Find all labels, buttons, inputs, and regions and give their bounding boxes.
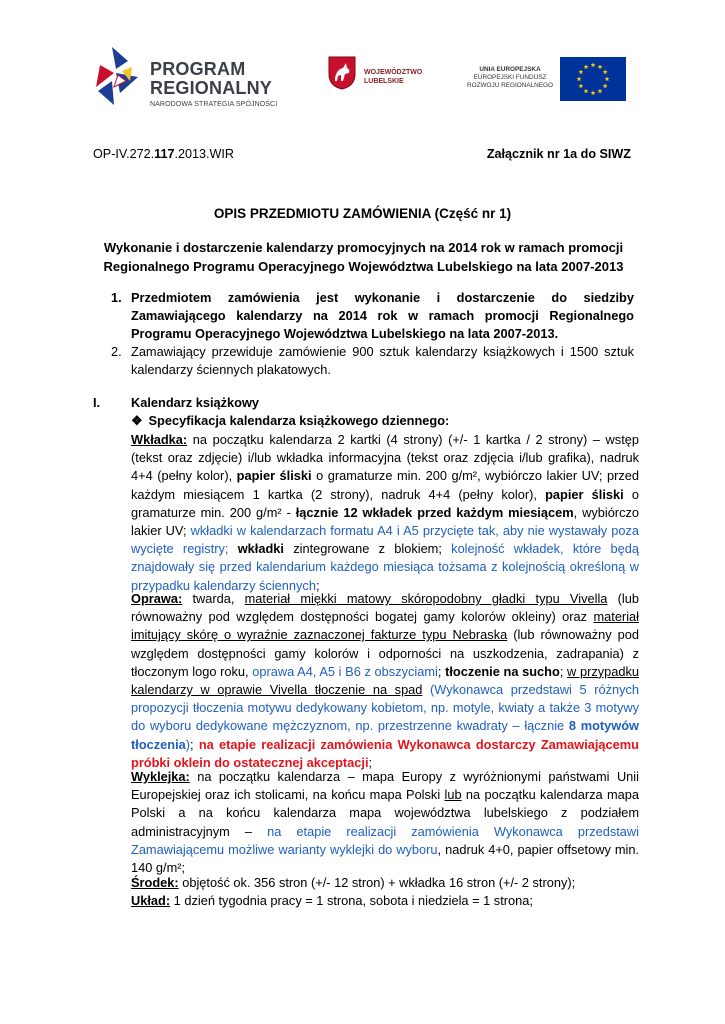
eu-flag-icon	[560, 57, 626, 101]
item-2-number: 2.	[111, 344, 122, 359]
text-run-underline: w przypadku kalendarzy w oprawie Vivella tłoczenie na spad	[131, 663, 639, 698]
program-regionalny-title	[150, 60, 272, 98]
text-run-blue: oprawa A4, A5 i B6 z obszyciami	[252, 663, 438, 679]
text-run: ;	[437, 663, 446, 679]
wyklejka-label: Wyklejka:	[131, 769, 190, 784]
section-number: I.	[93, 395, 101, 410]
wkladka-label: Wkładka:	[131, 432, 188, 447]
program-line: PROGRAM	[150, 59, 246, 79]
text-run: 1 dzień tygodnia pracy = 1 strona, sobota i niedziela = 1 strona;	[170, 893, 533, 908]
attachment-label: Załącznik nr 1a do SIWZ	[486, 147, 631, 161]
srodek-paragraph	[131, 874, 639, 892]
item-1-number: 1.	[111, 290, 122, 305]
regionalny-line: REGIONALNY	[150, 78, 273, 98]
text-run: o gramaturze min. 200 g/m², wybiórczo lakier UV; przed każdym miesiącem 1 kartka (2 strony), nadruk 4+4 (pełny kolor),	[131, 468, 639, 502]
text-run-blue-bold: 8 motywów tłoczenia	[131, 718, 639, 752]
text-run: , nadruk 4+0, papier offsetowy min. 140 g/m²;	[131, 841, 639, 876]
page-title: OPIS PRZEDMIOTU ZAMÓWIENIA (Część nr 1)	[213, 206, 512, 221]
text-run	[422, 682, 430, 697]
text-run: objętość ok. 356 stron (+/- 12 stron) + wkładka 16 stron (+/- 2 strony);	[178, 875, 576, 890]
text-run-underline: materiał miękki matowy skóropodobny gładki typu Vivella	[244, 591, 608, 606]
text-run: (lub równoważny pod względem dostępności bogatej gamy kolorów okleiny) oraz	[131, 591, 639, 625]
text-run	[228, 541, 237, 556]
section-title: Kalendarz książkowy	[131, 395, 260, 410]
item-1-text: Przedmiotem zamówienia jest wykonanie i dostarczenie do siedziby Zamawiającego kalendarzy na 2014 rok w ramach promocji Regionalnego Programu Operacyjnego Województwa Lubelskiego na lata 2007-2013.	[131, 290, 634, 342]
document-reference	[93, 147, 234, 161]
oprawa-paragraph	[131, 590, 639, 772]
eu-line-1: UNIA EUROPEJSKA	[479, 66, 541, 73]
eu-line-3: ROZWOJU REGIONALNEGO	[467, 82, 553, 89]
text-run-underline: materiał imitujący skórę o wyraźnie zaznaczonej fakturze typu Nebraska	[131, 609, 639, 643]
text-run: o gramaturze min. 200 g/m² -	[131, 486, 639, 520]
diamond-bullet-icon: ❖	[131, 413, 143, 428]
text-run-bold: wkładki	[237, 541, 284, 557]
text-run-bold: papier śliski	[236, 468, 312, 484]
eu-line-2: EUROPEJSKI FUNDUSZ	[473, 74, 547, 81]
lubelskie-text	[364, 68, 422, 86]
uklad-label: Układ:	[131, 893, 171, 908]
oprawa-label: Oprawa:	[131, 591, 183, 606]
text-run-bold: papier śliski	[545, 486, 624, 502]
ref-prefix: OP-IV.272.	[93, 147, 155, 161]
text-run-bold: łącznie 12 wkładek przed każdym miesiącem	[295, 504, 574, 520]
srodek-label: Środek:	[131, 875, 179, 890]
text-run: , wybiórczo lakier UV;	[131, 504, 639, 539]
lubelskie-shield-icon	[328, 56, 356, 90]
text-run-underline: lub	[444, 787, 462, 803]
program-regionalny-logo	[92, 47, 307, 109]
text-run: ;	[368, 754, 373, 770]
item-2-text: Zamawiający przewiduje zamówienie 900 sztuk kalendarzy książkowych i 1500 sztuk kalendarzy ściennych plakatowych.	[131, 344, 634, 378]
wyklejka-paragraph	[131, 768, 639, 877]
text-run-blue: )	[185, 736, 191, 752]
page-subtitle: Wykonanie i dostarczenie kalendarzy promocyjnych na 2014 rok w ramach promocji Regionalnego Programu Operacyjnego Województwa Lubelskiego na lata 2007-2013	[103, 240, 624, 274]
text-run: ;	[559, 663, 568, 679]
text-run: twarda,	[182, 591, 245, 606]
ref-number: 117	[154, 147, 175, 161]
text-run-blue: (Wykonawca przedstawi 5 różnych propozycji tłoczenia motywu dedykowany kobietom, np. motyle, kwiaty a także 3 motywy do wyboru dedykowane mężczyznom, np. przestrzenne kwadraty – łącznie	[131, 682, 639, 734]
wkladka-paragraph	[131, 431, 639, 595]
ref-suffix: .2013.WIR	[174, 147, 234, 161]
text-run-bold: tłoczenie na sucho	[445, 663, 560, 679]
text-run: na początku kalendarza – mapa Europy z wyróżnionymi państwami Unii Europejskiej oraz ich stolicami, na końcu mapa Polski	[131, 769, 639, 803]
text-run: ;	[315, 577, 320, 593]
region-line-2: LUBELSKIE	[364, 78, 404, 85]
text-run-red: na etapie realizacji zamówienia Wykonawca dostarczy Zamawiającemu próbki oklein do ostatecznej akceptacji	[131, 736, 639, 770]
text-run-blue: kolejność wkładek, które będą znajdowały się przed kalendarium każdego miesiąca tożsama z kolejnością określoną w przypadku kalendarzy ściennych	[131, 541, 640, 593]
wojewodztwo-lubelskie-logo	[328, 56, 433, 102]
spec-heading	[131, 413, 449, 429]
text-run: zintegrowane z blokiem;	[283, 541, 452, 557]
eu-caption	[465, 66, 555, 90]
text-run: na początku kalendarza mapa Polski a na końcu kalendarza mapa województwa lubelskiego z podziałem administracyjnym –	[131, 787, 640, 839]
program-tagline: NARODOWA STRATEGIA SPÓJNOŚCI	[150, 101, 278, 108]
uklad-paragraph	[131, 892, 639, 910]
text-run-blue: wkładki w kalendarzach formatu A4 i A5 przycięte tak, aby nie wystawały poza wycięte registry;	[131, 523, 639, 557]
region-line-1: WOJEWÓDZTWO	[364, 69, 423, 76]
text-run: (lub równoważny pod względem dostępności gamy kolorów i odporności na uszkodzenia, zadrapania) z tłoczonym logo roku,	[131, 627, 639, 679]
text-run: ;	[190, 736, 199, 752]
text-run-blue: na etapie realizacji zamówienia Wykonawca przedstawi Zamawiającemu możliwe warianty wyklejki do wyboru	[131, 823, 639, 857]
program-regionalny-emblem-icon	[92, 47, 144, 107]
text-run: na początku kalendarza 2 kartki (4 strony) (+/- 1 kartka / 2 strony) – wstęp (tekst oraz zdjęcie) i/lub wkładka informacyjna (tekst oraz zdjęcia i/lub grafika), nadruk 4+4 (pełny kolor),	[131, 432, 639, 484]
spec-title: Specyfikacja kalendarza książkowego dziennego:	[148, 413, 450, 428]
